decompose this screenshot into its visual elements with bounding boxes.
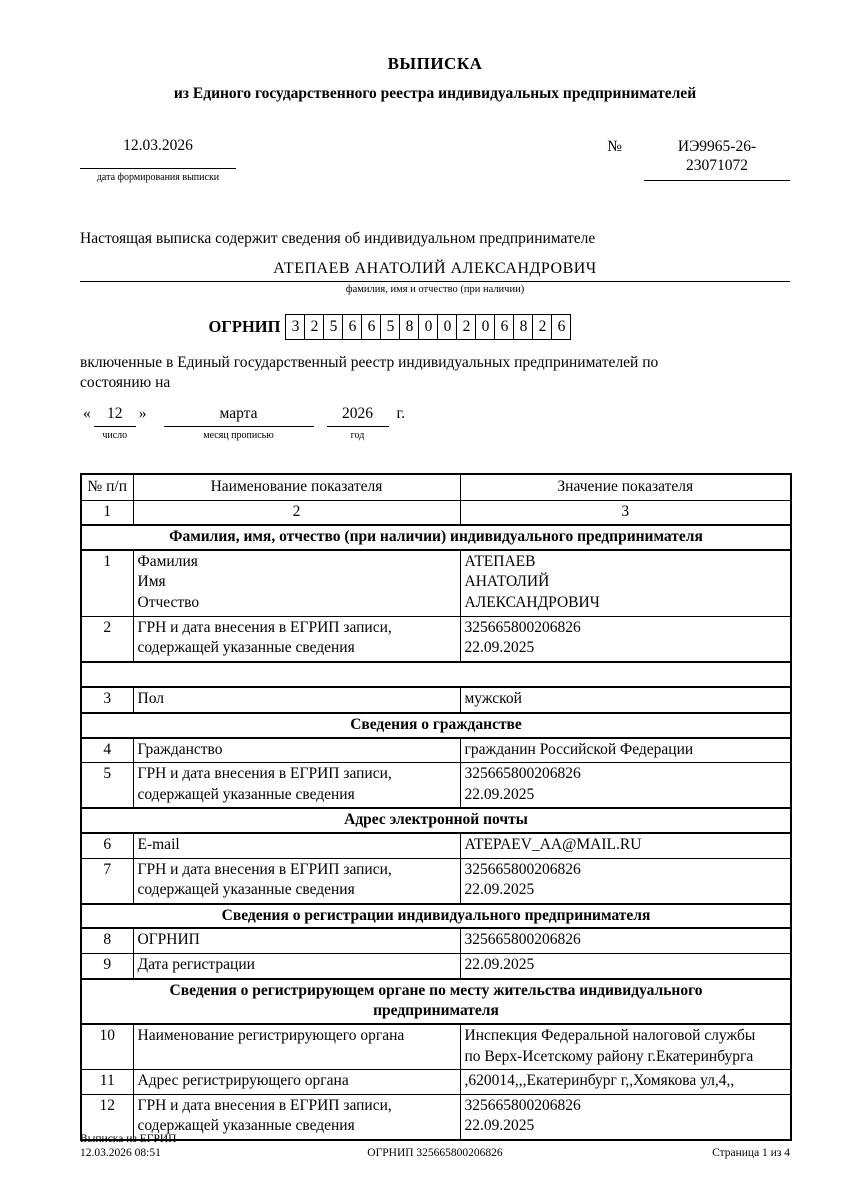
ogrnip-row: [35, 314, 745, 340]
footer-center: ОГРНИП 325665800206826: [367, 1147, 503, 1160]
ogrnip-digit: 8: [399, 314, 419, 340]
section-header-row: Адрес электронной почты: [81, 808, 791, 833]
state-date-line: [80, 405, 790, 441]
table-row: 3 Пол мужской: [81, 687, 791, 713]
document-number: ИЭ9965-26- 23071072: [644, 137, 790, 181]
state-date-year: 2026: [327, 405, 389, 427]
ogrnip-digit: 6: [551, 314, 571, 340]
table-row: 7 ГРН и дата внесения в ЕГРИП записи, содержащей указанные сведения 325665800206826 22.09.2025: [81, 858, 791, 904]
ogrnip-digit: 6: [342, 314, 362, 340]
table-row: 9 Дата регистрации 22.09.2025: [81, 954, 791, 979]
table-row: 2 ГРН и дата внесения в ЕГРИП записи, содержащей указанные сведения 325665800206826 22.09.2025: [81, 616, 791, 662]
section-header-row: Сведения о регистрации индивидуального предпринимателя: [81, 904, 791, 929]
state-date-day-caption: число: [102, 429, 128, 441]
ogrnip-digit: 6: [494, 314, 514, 340]
footer-left: Выписка из ЕГРИП 12.03.2026 08:51: [80, 1133, 177, 1160]
state-date-year-segment: [327, 405, 389, 441]
document-number-block: [607, 137, 790, 181]
ogrnip-digit: 2: [532, 314, 552, 340]
table-row: 12 ГРН и дата внесения в ЕГРИП записи, содержащей указанные сведения 325665800206826 22.09.2025: [81, 1094, 791, 1140]
ogrnip-digit: 5: [323, 314, 343, 340]
ogrnip-digit: 0: [418, 314, 438, 340]
details-table-body: [81, 474, 791, 1140]
ogrnip-digit: 6: [361, 314, 381, 340]
ogrnip-digit-boxes: [285, 314, 571, 340]
entrepreneur-name-caption: фамилия, имя и отчество (при наличии): [345, 284, 525, 295]
table-row: 1 Фамилия Имя Отчество АТЕПАЕВ АНАТОЛИЙ АЛЕКСАНДРОВИЧ: [81, 550, 791, 616]
close-quote: »: [138, 404, 147, 422]
entrepreneur-name-block: [80, 260, 790, 295]
number-sign: №: [607, 138, 622, 155]
state-date-day-segment: [94, 405, 136, 441]
ogrnip-digit: 8: [513, 314, 533, 340]
intro-text: Настоящая выписка содержит сведения об индивидуальном предпринимателе: [80, 230, 596, 247]
section-header-row: Сведения о регистрирующем органе по месту жительства индивидуального предпринимателя: [81, 979, 791, 1024]
ogrnip-digit: 2: [456, 314, 476, 340]
state-date-month-caption: месяц прописью: [203, 429, 274, 441]
section-header-row: Сведения о гражданстве: [81, 713, 791, 738]
ogrnip-digit: 0: [437, 314, 457, 340]
document-subtitle: из Единого государственного реестра индивидуальных предпринимателей: [173, 85, 697, 102]
table-row: 8 ОГРНИП 325665800206826: [81, 928, 791, 953]
table-header-row: № п/п Наименование показателя Значение показателя: [81, 474, 791, 500]
table-row: 6 E-mail ATEPAEV_AA@MAIL.RU: [81, 833, 791, 858]
ogrnip-digit: 0: [475, 314, 495, 340]
formation-date: 12.03.2026: [80, 137, 236, 169]
section-header-row: Фамилия, имя, отчество (при наличии) индивидуального предпринимателя: [81, 525, 791, 550]
ogrnip-digit: 2: [304, 314, 324, 340]
state-date-year-caption: год: [350, 429, 365, 441]
table-row: 5 ГРН и дата внесения в ЕГРИП записи, содержащей указанные сведения 325665800206826 22.09.2025: [81, 763, 791, 809]
ogrnip-digit: 5: [380, 314, 400, 340]
formation-date-block: [80, 137, 236, 183]
ogrnip-label: ОГРНИП: [208, 317, 281, 336]
state-date-month: марта: [164, 405, 314, 427]
ogrnip-digit: 3: [285, 314, 305, 340]
footer-page-number: Страница 1 из 4: [712, 1147, 790, 1160]
state-date-month-segment: [164, 405, 314, 441]
open-quote: «: [83, 404, 91, 422]
details-table: [80, 473, 792, 1141]
document-title: ВЫПИСКА: [387, 54, 483, 73]
entrepreneur-name: АТЕПАЕВ АНАТОЛИЙ АЛЕКСАНДРОВИЧ: [80, 260, 790, 282]
state-date-day: 12: [94, 405, 136, 427]
formation-date-caption: дата формирования выписки: [96, 172, 220, 183]
table-row: 4 Гражданство гражданин Российской Федерации: [81, 738, 791, 763]
table-row: 11 Адрес регистрирующего органа ,620014,,,Екатеринбург г,,Хомякова ул,4,,: [81, 1070, 791, 1095]
empty-row: [81, 662, 791, 688]
table-row: 10 Наименование регистрирующего органа Инспекция Федеральной налоговой службы по Верх-Исетскому району г.Екатеринбурга: [81, 1024, 791, 1070]
included-text: включенные в Единый государственный реестр индивидуальных предпринимателей по состоянию на: [80, 354, 659, 392]
year-suffix: г.: [396, 404, 405, 422]
document-meta-row: [80, 137, 790, 183]
page-footer: [80, 1132, 790, 1161]
column-number-row: 1 2 3: [81, 500, 791, 525]
